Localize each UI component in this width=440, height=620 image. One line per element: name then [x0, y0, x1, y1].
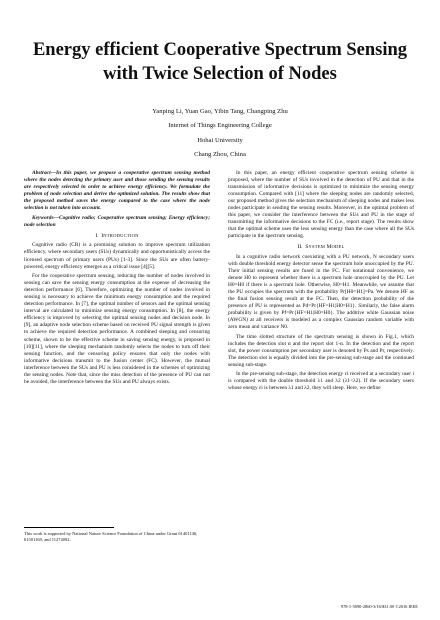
title-line-2: with Twice Selection of Nodes: [103, 64, 337, 84]
affiliation-line-3: Chang Zhou, China: [194, 151, 246, 158]
system-model-paragraph-2: The time slotted structure of the spectrum sensing is shown in Fig.1, which includes the detection slot α and the report slot 1-α. In the detection and the report slot, the power consumption per secondary user is denoted by Ps and Pr, respectively. The detection slot is equally divided into the pre-sensing sub-stage and the continued sensing sub-stage.: [228, 333, 414, 368]
system-model-paragraph-1: In a cognitive radio network coexisting with a PU network, N secondary users with double threshold energy detector sense the spectrum hole unoccupied by the PU. Their initial sensing results are fused in the FC. For notational convenience, we denote H0 to represent whether there is a spectrum hole unoccupied by the PU. Let H0=H0 if there is a spectrum hole. Otherwise, H0=H1. Meanwhile, we assume that the PU occupies the spectrum with the probability Pr[H0=H1]=Pa. We denote HF as the final fusion sensing result at the FC. Then, the detection probability of the presence of PU is represented as Pd=Pr{HF=H1|H0=H1}. Similarly, the false alarm probability is given by Pf=Pr{HF=H1|H0=H0}. The additive white Gaussian noise (AWGN) at all receivers is modeled as a complex Gaussian random variable with zero mean and variance N0.: [228, 253, 414, 330]
abstract-text: —In this paper, we propose a cooperative spectrum sensing method where the nodes detecting the primary user and those sending the sensing results are respectively selected in order to achieve energy efficiency. We formulate the problem of node selection and derive the optimized solution. The results show that the proposed method saves the energy compared to the case where the node selection is not taken into account.: [24, 170, 210, 212]
isbn-line: 978-1-5090-2860-3/16/$31.00 ©2016 IEEE: [340, 604, 418, 609]
intro-paragraph-2: For the cooperative spectrum sensing, reducing the number of nodes involved in sensing can save the sensing energy consumption at the expense of decreasing the detection performance [6]. Therefore, optimizing the number of nodes involved in sensing is necessary to achieve the minimum energy consumption and the required detection performance. In [7], the optimal number of sensors and the optimal sensing interval are calculated to minimize sensing energy consumption. In [8], the energy efficiency is improved by selecting the optimal sensing nodes and decision node. In [9], an adaptive node selection scheme based on received PU signal strength is given to achieve the required detection performance. A combined sleeping and censoring scheme, shown to be the effective scheme in saving sensing energy, is proposed in [10][11], where the sleeping mechanism randomly selects the nodes to turn off their sensing function, and the censoring policy ensures that only the nodes with informative decisions transmit to the fusion center (FC). However, the mutual interference between the SUs and PU is less considered in the schemes of optimizing the sensing nodes. Note that, since the miss detection of the presence of PU can not be avoided, the interference between the SUs and PU always exists.: [24, 273, 210, 385]
affiliation-line-2: Hohai University: [197, 137, 243, 144]
section-heading-system-model: II. SYSTEM MODEL: [297, 243, 345, 250]
left-column: [24, 170, 210, 388]
keywords: [24, 215, 210, 229]
abstract-label: Abstract: [32, 170, 51, 176]
abstract: [24, 170, 210, 212]
right-column: [228, 170, 414, 395]
authors: Yanping Li, Yuan Gao, Yibin Tang, Changping Zhu: [152, 108, 288, 115]
intro-paragraph-3: In this paper, an energy efficient cooperative spectrum sensing scheme is proposed, where the number of SUs involved in the detection of PU and that in the transmission of informative decisions is optimized to minimize the sensing energy consumption. Compared with [11] where the sleeping nodes are randomly selected, our proposed method gives the selection mechanism of sleeping nodes and makes less nodes participate in sending the sensing results. Moreover, in the optimal problem of this paper, we consider the interference between the SUs and PU in the stage of transmitting the informative decisions to the FC (i.e., report stage). The results show that the optimal scheme uses the less sensing energy than the case where all the SUs participate in the spectrum sensing.: [228, 170, 414, 240]
affiliation-line-1: Internet of Things Engineering College: [168, 122, 272, 129]
system-model-paragraph-3: In the pre-sensing sub-stage, the detection energy εi received at a secondary user i is compared with the double threshold λ1 and λ2 (λ1<λ2). If the secondary users whose energy εi is between λ1 and λ2, they will sleep. Here, we define: [228, 371, 414, 392]
title-line-1: Energy efficient Cooperative Spectrum Sensing: [32, 40, 408, 60]
keywords-text: —Cognitive radio; Cooperative spectrum sensing; Energy efficiency; node selection: [24, 215, 210, 229]
footnote-rule: [24, 527, 114, 528]
intro-paragraph-1: Cognitive radio (CR) is a promising solution to improve spectrum utilization efficiency, where secondary users (SUs) dynamically and opportunistically access the licensed spectrum of primary users (PUs) [1-3]. Since the SUs are often battery-powered, energy efficiency emerges as a critical issue [4][5].: [24, 242, 210, 270]
keywords-label: Keywords: [32, 215, 54, 222]
paper-title: [30, 38, 410, 86]
funding-footnote: This work is supported by National Nature Science Foundation of China under Grant 61401146, 61501169, and 11274092.: [24, 531, 198, 542]
section-heading-introduction: I. INTRODUCTION: [95, 232, 139, 239]
